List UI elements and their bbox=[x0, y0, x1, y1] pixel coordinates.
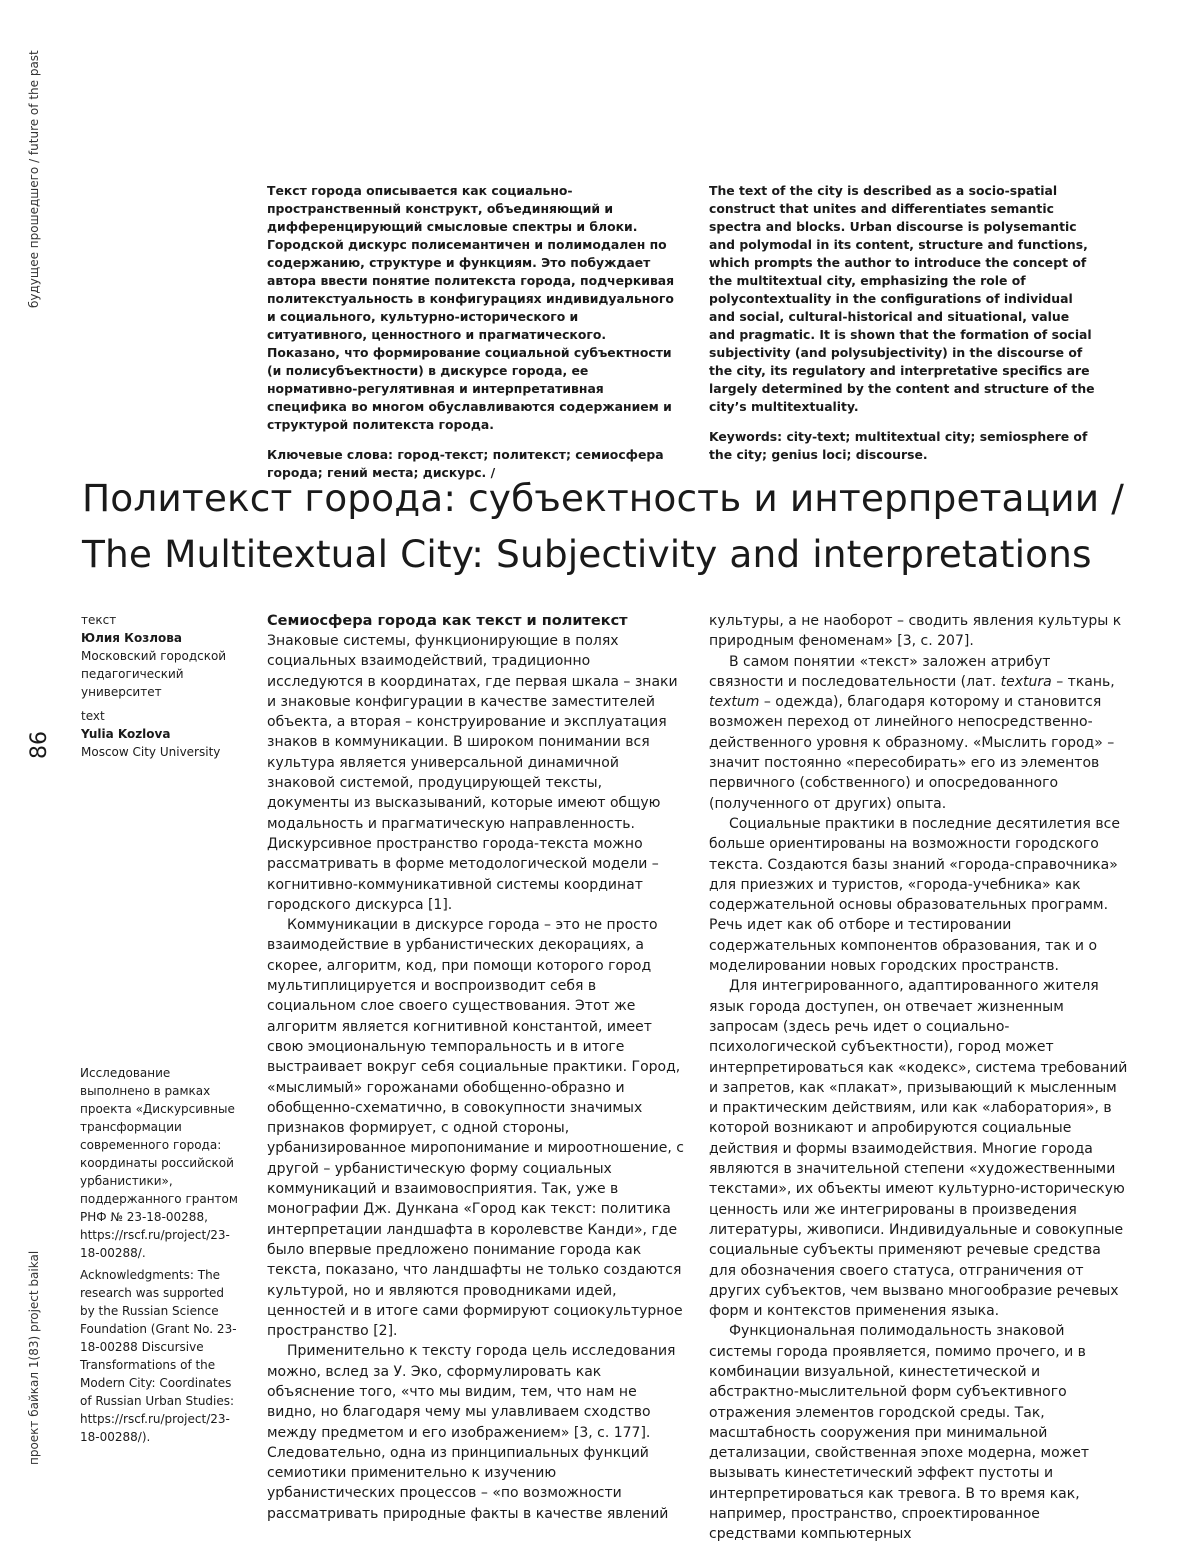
paragraph: Функциональная полимодальность знаковой системы города проявляется, помимо прочего, и в комбинации визуальной, кинестетической и абстрактно-мыслительной форм субъективного отражения элементов городской среды. Так, масштабность сооружения при минимальной детализации, свойственная эпохе модерна, может вызывать кинестетический эффект пустоты и интерпретироваться как тревога. В то время как, например, пространство, спроектированное средствами компьютерных bbox=[709, 1323, 1090, 1543]
author-name-en: Yulia Kozlova bbox=[81, 727, 171, 741]
abstract-english bbox=[709, 182, 1099, 464]
paragraph: Знаковые системы, функционирующие в полях социальных взаимодействий, традиционно исследуются в координатах, где первая шкала – знаки и знаковые конфигурации в качестве заместителей объекта, а вторая – конструирование и эксплуатация знаков в коммуникации. В широком понимании вся культура является универсальной динамичной знаковой системой, продуцирующей тексты, документы из высказываний, которые имеют общую модальность и прагматическую направленность. Дискурсивное пространство города-текста можно рассматривать в форме методологической модели – когнитивно-коммуникативной системы координат городского дискурса [1]. bbox=[267, 633, 678, 913]
keywords-en: Keywords: city-text; multitextual city; semiosphere of the city; genius loci; discourse. bbox=[709, 429, 1088, 462]
abstract-en-text: The text of the city is described as a socio-spatial construct that unites and differentiates semantic spectra and blocks. Urban discourse is polysemantic and polymodal in its content, structure and functions, which prompts the author to introduce the concept of the multitextual city, emphasizing the role of polycontextuality in the configurations of individual and social, cultural-historical and situational, value and pragmatic. It is shown that the formation of social subjectivity (and polysubjectivity) in the discourse of the city, its regulatory and interpretative specifics are largely determined by the content and structure of the city’s multitextuality. bbox=[709, 183, 1095, 414]
running-foot: проект байкал 1(83) project baikal bbox=[27, 1250, 41, 1465]
page-number: 86 bbox=[27, 731, 52, 759]
paragraph: Применительно к тексту города цель исследования можно, вслед за У. Эко, сформулировать как объяснение того, «что мы видим, тем, что нам не видно, но благодаря чему мы улавливаем сходство между предметом и его изображением» [3, с. 177]. Следовательно, одна из принципиальных функций семиотики применительно к изучению урбанистических процессов – «по возможности рассматривать природные факты в качестве явлений bbox=[267, 1343, 676, 1522]
paragraph: Для интегрированного, адаптированного жителя язык города доступен, он отвечает жизненным запросам (здесь речь идет о социально-психологической субъектности), город может интерпретироваться как «кодекс», система требований и запретов, как «плакат», призывающий к мысленным и практическим действиям, или как «лаборатория», в которой возникают и апробируются социальные действия и формы взаимодействия. Многие города являются в значительной степени «художественными текстами», их объекты имеют культурно-историческую ценность или же интегрированы в произведения литературы, живописи. Индивидуальные и совокупные социальные субъекты применяют речевые средства для обозначения своего статуса, отграничения от других субъектов, чем вызвано многообразие речевых форм и контекстов применения языка. bbox=[709, 978, 1128, 1320]
title-english: The Multitextual City: Subjectivity and interpretations bbox=[82, 532, 1092, 576]
author-name-ru: Юлия Козлова bbox=[81, 631, 182, 645]
paragraph: культуры, а не наоборот – сводить явления культуры к природным феноменам» [3, с. 207]. bbox=[709, 613, 1122, 650]
funding-ru: Исследование выполнено в рамках проекта «Дискурсивные трансформации современного города: координаты российской урбанистики», поддержанного грантом РНФ № 23-18-00288, https://rscf.ru/project/23-18-00288/. bbox=[80, 1066, 238, 1260]
paragraph: Коммуникации в дискурсе города – это не просто взаимодействие в урбанистических декорациях, а скорее, алгоритм, код, при помощи которого город мультиплицируется и воспроизводит себя в социальном слое своего существования. Этот же алгоритм является когнитивной константой, имеет свою эмоциональную темпоральность и в итоге выстраивает вокруг себя социальные практики. Город, «мыслимый» горожанами обобщенно-образно и обобщенно-схематично, в совокупности значимых признаков формирует, с одной стороны, урбанизированное миропонимание и мироотношение, с другой – урбанистическую форму социальных коммуникаций и взаимовосприятия. Так, уже в монографии Дж. Дункана «Город как текст: политика интерпретации ландшафта в королевстве Канди», где было впервые предложено понимание города как текста, показано, что ландшафты не только создаются культурой, но и являются проводниками идей, ценностей и в итоге сами формируют социокультурное пространство [2]. bbox=[267, 917, 684, 1340]
paragraph: Социальные практики в последние десятилетия все больше ориентированы на возможности городского текста. Создаются базы знаний «города-справочника» для приезжих и туристов, «города-учебника» как содержательной основы образовательных программ. Речь идет как об отборе и тестировании содержательных компонентов образования, так и о моделировании новых городских пространств. bbox=[709, 815, 1120, 975]
author-label-en: text bbox=[81, 709, 105, 723]
funding-note bbox=[80, 1064, 242, 1446]
author-affiliation-en: Moscow City University bbox=[81, 745, 221, 759]
author-affiliation-ru: Московский городской педагогический университет bbox=[81, 649, 227, 699]
author-block bbox=[81, 611, 241, 761]
running-head: будущее прошедшего / future of the past bbox=[27, 50, 41, 308]
article-title bbox=[82, 470, 1182, 582]
section-heading: Семиосфера города как текст и политекст bbox=[267, 613, 628, 629]
abstract-ru-text: Текст города описывается как социально-пространственный конструкт, объединяющий и дифференцирующий смысловые спектры и блоки. Городской дискурс полисемантичен и полимодален по содержанию, структуре и функциям. Это побуждает автора ввести понятие политекста города, подчеркивая политекстуальность в конфигурациях индивидуального и социального, культурно-исторического и ситуативного, ценностного и прагматического. Показано, что формирование социальной субъектности (и полисубъектности) в дискурсе города, ее нормативно-регулятивная и интерпретативная специфика во многом обуславливаются содержанием и структурой политекста города. bbox=[267, 183, 675, 432]
funding-en: Acknowledgments: The research was supported by the Russian Science Foundation (Grant No. 23-18-00288 Discursive Transformations of the Modern City: Coordinates of Russian Urban Studies: https://rscf.ru/project/23-18-00288/). bbox=[80, 1268, 237, 1444]
body-column-1 bbox=[267, 611, 687, 1524]
keywords-ru: Ключевые слова: город-текст; политекст; семиосфера города; гений места; дискурс. / bbox=[267, 447, 664, 480]
abstract-russian bbox=[267, 182, 679, 482]
author-label-ru: текст bbox=[81, 613, 117, 627]
paragraph: В самом понятии «текст» заложен атрибут связности и последовательности (лат. textura – ткань, textum – одежда), благодаря которому и становится возможен переход от линейного непосредственно-действенного уровня к образному. «Мыслить город» – значит постоянно «пересобирать» его из элементов первичного (собственного) и опосредованного (полученного от других) опыта. bbox=[709, 653, 1115, 812]
title-russian: Политекст города: субъектность и интерпретации / bbox=[82, 476, 1124, 520]
body-column-2 bbox=[709, 611, 1129, 1545]
